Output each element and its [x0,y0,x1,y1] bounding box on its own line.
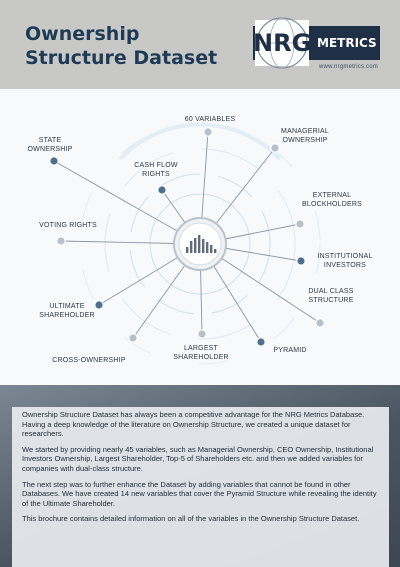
label-line: BLOCKHOLDERS [302,201,362,208]
info-paragraph: We started by providing nearly 45 variables, such as Managerial Ownership, CEO Ownership, Institutional Investors Ownership, Largest Shareholder, Top-5 of Shareholders etc. and then we added variables for companies with dual-class structure. [22,444,374,473]
label-line: OWNERSHIP [282,137,328,144]
label-line: STRUCTURE [308,297,354,304]
logo-url: www.nrgmetrics.com [319,64,378,70]
label-ultimate-shareholder [36,302,98,320]
title-line-1: Ownership [25,23,140,45]
label-line: INSTITUTIONAL [317,253,373,260]
info-text [22,410,380,530]
label-line: PYRAMID [273,347,307,354]
title-line-2: Structure Dataset [25,47,218,69]
label-line: ULTIMATE [49,303,85,310]
label-line: INVESTORS [323,262,367,269]
label-line: LARGEST [183,345,219,352]
label-line: EXTERNAL [312,192,352,199]
nrg-metrics-logo [253,14,383,72]
label-cross-ownership [48,356,130,365]
page-header [0,0,400,89]
diagram-graphic [0,89,400,385]
label-external-blockholders [298,191,366,209]
label-line: SHAREHOLDER [173,354,229,361]
info-paragraph: This brochure contains detailed information on all of the variables in the Ownership Structure Dataset. [22,514,360,524]
label-60-variables [175,115,245,124]
label-line: STATE [38,137,62,144]
variables-diagram [0,89,400,385]
info-paragraph: The next step was to further enhance the Dataset by adding variables that cannot be found in other Databases. We have created 14 new variables that cover the Pyramid Structure while revealing the identity of the Ultimate Shareholder. [22,479,377,508]
label-line: RIGHTS [142,171,170,178]
logo-nrg-text: NRG [253,29,312,57]
label-largest-shareholder [170,344,232,362]
label-line: 60 VARIABLES [184,116,236,123]
label-managerial-ownership [275,127,335,145]
label-line: SHAREHOLDER [39,312,95,319]
page-title [25,22,217,70]
label-state-ownership [26,136,74,154]
label-line: CASH FLOW [134,162,178,169]
logo-metrics-text: METRICS [317,36,377,50]
label-line: VOTING RIGHTS [39,222,97,229]
info-section [0,385,400,567]
label-line: CROSS-OWNERSHIP [52,357,126,364]
label-line: MANAGERIAL [281,128,329,135]
info-paragraph: Ownership Structure Dataset has always been a competitive advantage for the NRG Metrics Database. Having a deep knowledge of the literature on Ownership Structure, we created a unique dataset for researchers. [22,410,365,439]
label-voting-rights [36,221,100,230]
label-line: DUAL CLASS [308,288,354,295]
label-cash-flow-rights [130,161,182,179]
label-line: OWNERSHIP [27,146,73,153]
label-institutional-investors [312,252,378,270]
label-pyramid [262,346,318,355]
label-dual-class-structure [303,287,359,305]
